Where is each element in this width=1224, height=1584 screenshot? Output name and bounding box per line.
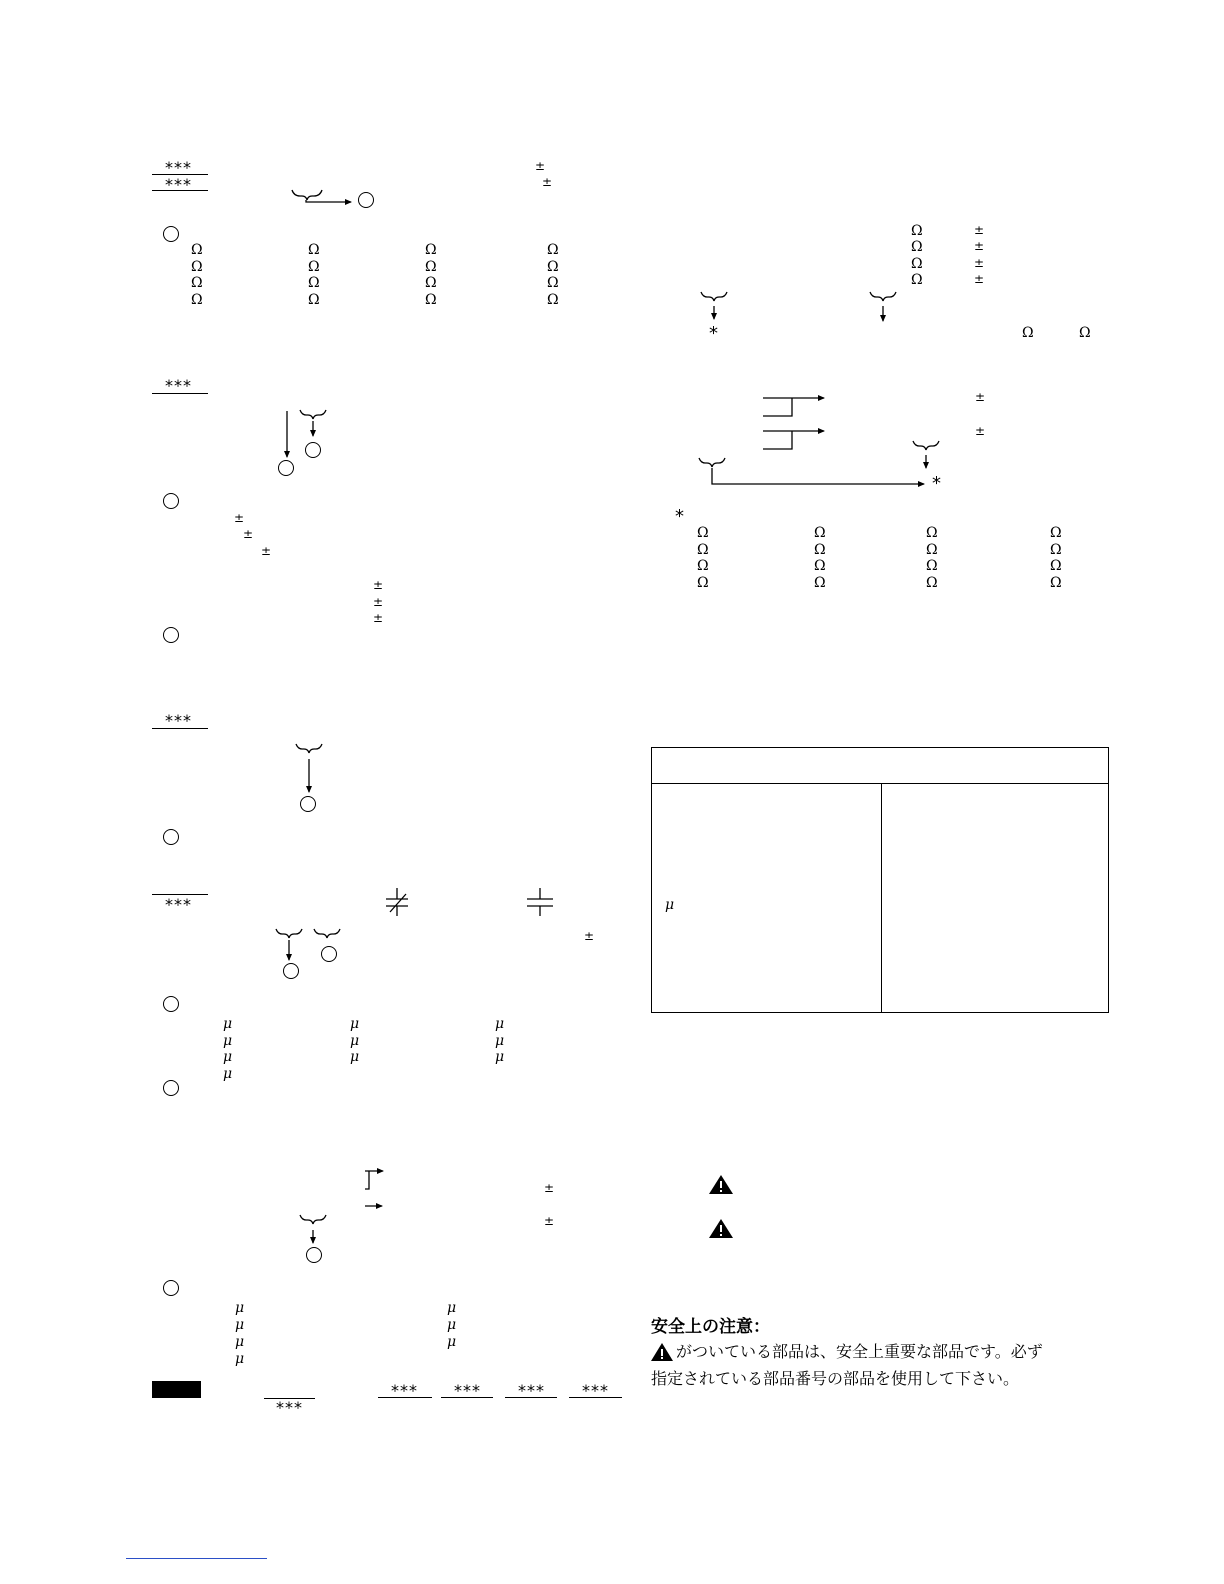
underline (505, 1397, 557, 1398)
micro-symbol: μ (447, 1334, 457, 1350)
plus-minus: ± (975, 424, 986, 438)
plus-minus: ± (544, 1181, 555, 1195)
ohm-symbol: Ω (308, 292, 320, 308)
arrow-right (306, 200, 351, 202)
stars-label: *** (165, 376, 192, 395)
plus-minus: ± (243, 527, 254, 541)
plus-minus: ± (584, 929, 595, 943)
brace (292, 190, 322, 200)
ohm-symbol: Ω (308, 259, 320, 275)
marker-circle (283, 963, 299, 979)
micro-symbol: μ (495, 1049, 505, 1065)
table-divider (881, 783, 882, 1012)
brace (699, 458, 725, 467)
underline (378, 1397, 432, 1398)
footer-rule (126, 1558, 267, 1559)
micro-symbol: μ (447, 1317, 457, 1333)
brace (276, 929, 302, 938)
underline (569, 1397, 622, 1398)
stars-label: *** (165, 711, 192, 730)
ohm-symbol: Ω (926, 558, 938, 574)
marker-circle (306, 1247, 322, 1263)
marker-circle (163, 1280, 179, 1296)
underline (152, 190, 208, 191)
ohm-symbol: Ω (1022, 325, 1034, 341)
plus-minus: ± (544, 1214, 555, 1228)
ohm-symbol: Ω (191, 292, 203, 308)
marker-circle (163, 627, 179, 643)
micro-symbol: μ (495, 1033, 505, 1049)
underline (441, 1397, 493, 1398)
micro-symbol: μ (350, 1016, 360, 1032)
ohm-symbol: Ω (911, 272, 923, 288)
marker-circle (278, 460, 294, 476)
micro-symbol: μ (447, 1300, 457, 1316)
redacted-block (152, 1381, 201, 1398)
plus-minus: ± (974, 272, 985, 286)
ohm-symbol: Ω (1050, 558, 1062, 574)
capacitor (527, 888, 553, 916)
ohm-symbol: Ω (547, 259, 559, 275)
brace (701, 292, 727, 301)
brace (913, 441, 939, 450)
plus-minus: ± (373, 595, 384, 609)
ohm-symbol: Ω (191, 275, 203, 291)
stars-label: *** (165, 895, 192, 914)
brace (300, 1215, 326, 1224)
micro-symbol: μ (223, 1066, 233, 1082)
micro-symbol: μ (235, 1334, 245, 1350)
ohm-symbol: Ω (1050, 542, 1062, 558)
arrow-right (365, 1171, 383, 1189)
brace (296, 744, 322, 753)
asterisk-mark: * (932, 473, 941, 494)
ohm-symbol: Ω (1050, 525, 1062, 541)
plus-minus: ± (974, 223, 985, 237)
ohm-symbol: Ω (308, 275, 320, 291)
warning-triangle-icon (651, 1343, 673, 1361)
asterisk-mark: * (709, 323, 718, 344)
plus-minus: ± (535, 159, 546, 173)
micro-symbol: μ (350, 1033, 360, 1049)
ohm-symbol: Ω (191, 242, 203, 258)
micro-symbol: μ (223, 1016, 233, 1032)
ohm-symbol: Ω (911, 223, 923, 239)
plus-minus: ± (234, 511, 245, 525)
ohm-symbol: Ω (697, 558, 709, 574)
stars-label: *** (582, 1381, 609, 1400)
safety-text-line1: がついている部品は、安全上重要な部品です。必ず (676, 1342, 1043, 1361)
marker-circle (358, 192, 374, 208)
ohm-symbol: Ω (308, 242, 320, 258)
marker-circle (300, 796, 316, 812)
parts-table (651, 747, 1109, 1013)
ohm-symbol: Ω (926, 542, 938, 558)
micro-symbol: μ (235, 1317, 245, 1333)
stars-label: *** (165, 175, 192, 194)
micro-symbol: μ (350, 1049, 360, 1065)
marker-circle (305, 442, 321, 458)
plus-minus: ± (974, 239, 985, 253)
ohm-symbol: Ω (814, 575, 826, 591)
stars-label: *** (391, 1381, 418, 1400)
ohm-symbol: Ω (911, 239, 923, 255)
ohm-symbol: Ω (911, 256, 923, 272)
underline (152, 728, 208, 729)
stars-label: *** (165, 158, 192, 177)
ohm-symbol: Ω (1050, 575, 1062, 591)
bracket-arrow (763, 398, 824, 416)
ohm-symbol: Ω (697, 525, 709, 541)
ohm-symbol: Ω (926, 525, 938, 541)
ohm-symbol: Ω (191, 259, 203, 275)
plus-minus: ± (975, 390, 986, 404)
ohm-symbol: Ω (926, 575, 938, 591)
marker-circle (163, 226, 179, 242)
ohm-symbol: Ω (425, 259, 437, 275)
micro-symbol: μ (223, 1049, 233, 1065)
stars-label: *** (518, 1381, 545, 1400)
ohm-symbol: Ω (814, 525, 826, 541)
ohm-symbol: Ω (547, 275, 559, 291)
underline (152, 393, 208, 394)
ohm-symbol: Ω (814, 542, 826, 558)
micro-symbol: μ (223, 1033, 233, 1049)
stars-label: *** (276, 1398, 303, 1417)
plus-minus: ± (261, 544, 272, 558)
plus-minus: ± (974, 256, 985, 270)
stars-label: *** (454, 1381, 481, 1400)
arrow-right (712, 468, 924, 484)
marker-circle (321, 946, 337, 962)
ohm-symbol: Ω (425, 242, 437, 258)
bracket-arrow (763, 431, 824, 449)
marker-circle (163, 996, 179, 1012)
ohm-symbol: Ω (425, 275, 437, 291)
ohm-symbol: Ω (697, 542, 709, 558)
variable-cap (386, 888, 408, 916)
brace (300, 410, 326, 419)
safety-title: 安全上の注意： (651, 1317, 770, 1337)
micro-symbol: μ (665, 897, 675, 913)
asterisk-mark: * (675, 506, 684, 527)
brace (314, 929, 340, 938)
marker-circle (163, 829, 179, 845)
micro-symbol: μ (235, 1300, 245, 1316)
plus-minus: ± (542, 175, 553, 189)
plus-minus: ± (373, 611, 384, 625)
ohm-symbol: Ω (547, 242, 559, 258)
micro-symbol: μ (235, 1351, 245, 1367)
marker-circle (163, 1080, 179, 1096)
safety-text-line2: 指定されている部品番号の部品を使用して下さい。 (651, 1369, 1020, 1388)
ohm-symbol: Ω (814, 558, 826, 574)
micro-symbol: μ (495, 1016, 505, 1032)
ohm-symbol: Ω (425, 292, 437, 308)
plus-minus: ± (373, 578, 384, 592)
brace (870, 292, 896, 301)
table-header (652, 748, 1108, 784)
ohm-symbol: Ω (697, 575, 709, 591)
ohm-symbol: Ω (1079, 325, 1091, 341)
marker-circle (163, 493, 179, 509)
ohm-symbol: Ω (547, 292, 559, 308)
